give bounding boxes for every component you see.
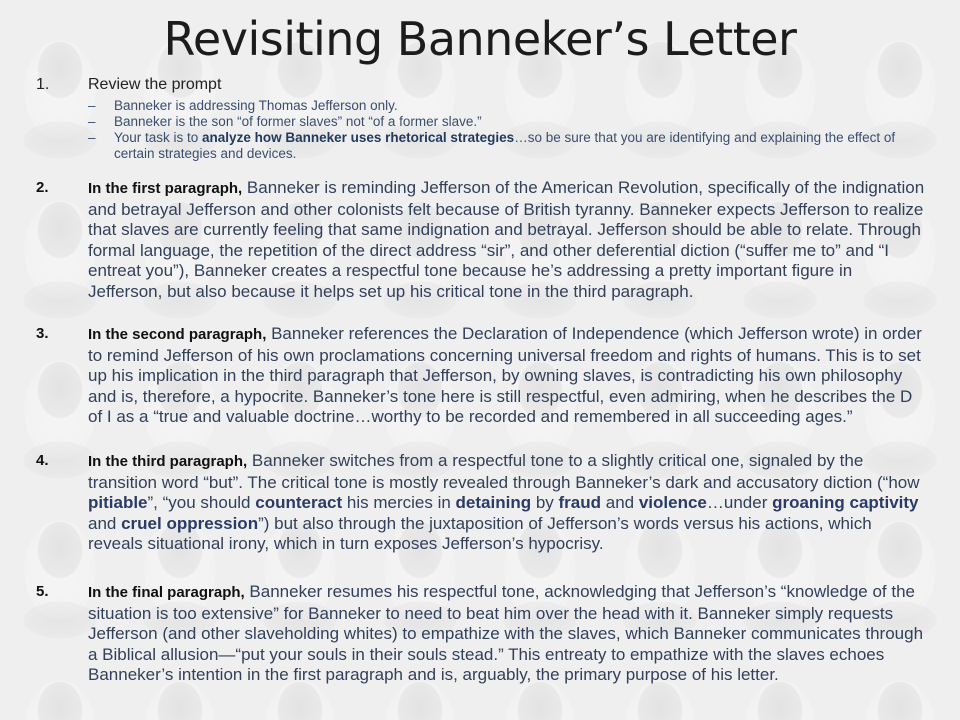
sub-item [36,98,916,114]
paragraph-text [88,324,926,428]
item-number: 5. [36,583,49,600]
list-item-2 [36,178,926,303]
paragraph-lead: In the third paragraph, [88,453,248,470]
text-run: ”) but also through the juxtaposition of Jefferson’s words versus his actions, which reveals situational irony, which in turn exposes Jefferson’s hypocrisy. [88,513,872,554]
item-number: 1. [36,76,50,93]
item-label: Review the prompt [88,76,222,93]
text-run: …under [706,493,773,513]
text-run: ”, “you should [147,493,256,513]
dash-bullet: – [88,98,96,113]
emphasis-word: fraud [558,493,602,513]
text-run: Banneker references the Declaration of Independence (which Jefferson wrote) in order to remind Jefferson of his own proclamations concerning universal freedom and rights of humans. This is to set up his implication in the third paragraph that Jefferson, by owning slaves, is contradicting his own philosophy and is, therefore, a hypocrite. Banneker’s tone here is still respectful, even admiring, when he describes the D of I as a “true and valuable doctrine…worthy to be recorded and remembered in all succeeding ages.” [88,324,922,427]
text-run: by [531,493,559,513]
sub-item-text: Banneker is the son “of former slaves” not “of a former slave.” [114,114,482,129]
sub-list [36,98,916,162]
dash-bullet: – [88,114,96,129]
dash-bullet: – [88,130,96,145]
emphasis-word: violence [638,493,707,513]
text-run: and [88,513,122,533]
emphasis-word: cruel oppression [121,513,259,533]
text-run: Banneker switches from a respectful tone to a slightly critical one, signaled by the transition word “but”. The critical tone is mostly revealed through Banneker’s dark and accusatory diction (“how [88,451,920,492]
text-run: and [601,493,639,513]
sub-item-text: Banneker is addressing Thomas Jefferson only. [114,98,398,113]
list-item-1 [36,76,916,162]
paragraph-text [88,582,926,686]
list-item-3 [36,324,926,428]
list-item-5 [36,582,926,686]
sub-item-text [114,130,895,161]
list-item-4 [36,451,926,555]
text-run: Your task is to [114,130,203,145]
emphasis-word: counteract [255,493,343,513]
emphasis-word: groaning captivity [772,493,919,513]
item-number: 4. [36,452,49,469]
paragraph-text [88,178,926,303]
paragraph-lead: In the first paragraph, [88,180,243,197]
paragraph-lead: In the final paragraph, [88,584,245,601]
paragraph-lead: In the second paragraph, [88,326,267,343]
text-run: Banneker is reminding Jefferson of the American Revolution, specifically of the indignation and betrayal Jefferson and other colonists felt because of British tyranny. Banneker expects Jefferson to realize that slaves are currently feeling that same indignation and betrayal. Jefferson should be able to relate. Through formal language, the repetition of the direct address “sir”, and other deferential diction (“suffer me to” and “I entreat you”), Banneker creates a respectful tone because he’s addressing a pretty important figure in Jefferson, but also because it helps set up his critical tone in the third paragraph. [88,178,925,301]
sub-item [36,130,916,162]
item-number: 2. [36,179,49,196]
sub-item [36,114,916,130]
text-run: Banneker resumes his respectful tone, acknowledging that Jefferson’s “knowledge of the situation is too extensive” for Banneker to need to beat him over the head with it. Banneker simply requests Jefferson (and other slaveholding whites) to empathize with the slaves, which Banneker communicates through a Biblical allusion—“put your souls in their souls stead.” This entreaty to empathize with the slaves echoes Banneker’s intention in the first paragraph and is, arguably, the primary purpose of his letter. [88,582,924,685]
emphasis-text: analyze how Banneker uses rhetorical strategies [202,130,515,145]
slide-title: Revisiting Banneker’s Letter [163,12,797,66]
paragraph-text [88,451,926,555]
emphasis-word: detaining [455,493,532,513]
item-number: 3. [36,325,49,342]
emphasis-word: pitiable [88,493,148,513]
text-run: his mercies in [342,493,456,513]
text-run: …so be sure that you are identifying and explaining the effect of certain strategies and devices. [114,130,896,161]
